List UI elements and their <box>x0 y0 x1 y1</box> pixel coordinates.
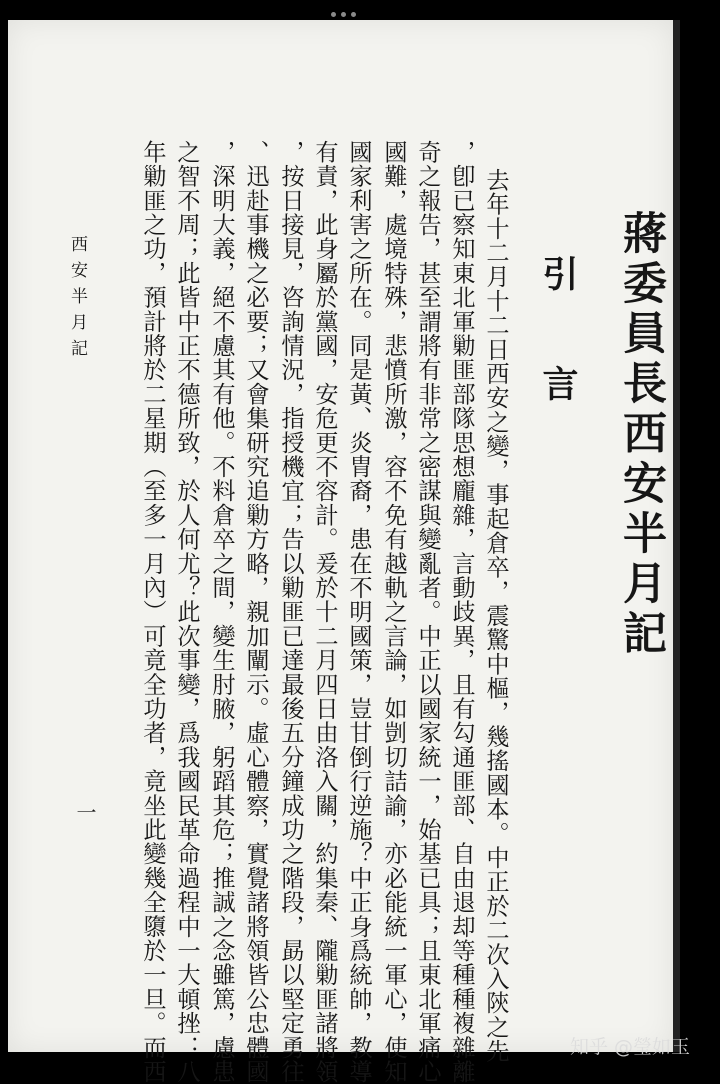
paragraph-line: ，深明大義，絕不慮其有他。不料倉卒之間，變生肘腋，躬蹈其危；推誠之念雖篤，慮患 <box>208 140 235 1084</box>
running-header: 西安半月記 <box>67 235 87 365</box>
paragraph-line: 去年十二月十二日西安之變，事起倉卒，震驚中樞，幾搖國本。中正於二次入陝之先 <box>482 168 509 1064</box>
paragraph-line: 、迅赴事機之必要；又會集研究追勦方略，親加闡示。虛心體察，實覺諸將領皆公忠體國 <box>242 140 269 1084</box>
paragraph-line: 國難，處境特殊，悲憤所激，容不免有越軌之言論，如剴切詰諭，亦必能統一軍心，使知 <box>380 140 407 1084</box>
more-dots-icon[interactable] <box>328 10 358 18</box>
section-heading: 引言 <box>537 255 579 475</box>
paragraph-line: 國家利害之所在。同是黃、炎胄裔，患在不明國策，豈甘倒行逆施？中正身爲統帥，教導 <box>345 140 372 1084</box>
paragraph-line: 奇之報告，甚至謂將有非常之密謀與變亂者。中正以國家統一，始基已具；且東北軍痛心 <box>414 140 441 1084</box>
viewer-top-bar <box>0 0 720 20</box>
paragraph-line: ，按日接見，咨詢情況，指授機宜；告以勦匪已達最後五分鐘成功之階段，勗以堅定勇往 <box>277 140 304 1084</box>
watermark: 知乎 @瑩如玉 <box>570 1036 691 1058</box>
paragraph-line: 之智不周；此皆中正不德所致，於人何尤？此次事變，爲我國民革命過程中一大頓挫：八 <box>173 140 200 1084</box>
paragraph-line: 有責，此身屬於黨國，安危更不容計。爰於十二月四日由洛入關，約集秦、隴勦匪諸將領 <box>311 140 338 1084</box>
document-title: 蔣委員長西安半月記 <box>615 210 666 660</box>
page-number: 一 <box>73 802 97 822</box>
paragraph-line: 年勦匪之功，預計將於二星期（至多一月內）可竟全功者，竟坐此變幾全隳於一旦。而西 <box>139 140 166 1084</box>
paragraph-line: ，卽已察知東北軍勦匪部隊思想龐雜，言動歧異，且有勾通匪部、自由退却等種種複雜離 <box>448 140 475 1084</box>
scanned-page <box>8 20 673 1084</box>
next-page-edge <box>673 20 680 1052</box>
